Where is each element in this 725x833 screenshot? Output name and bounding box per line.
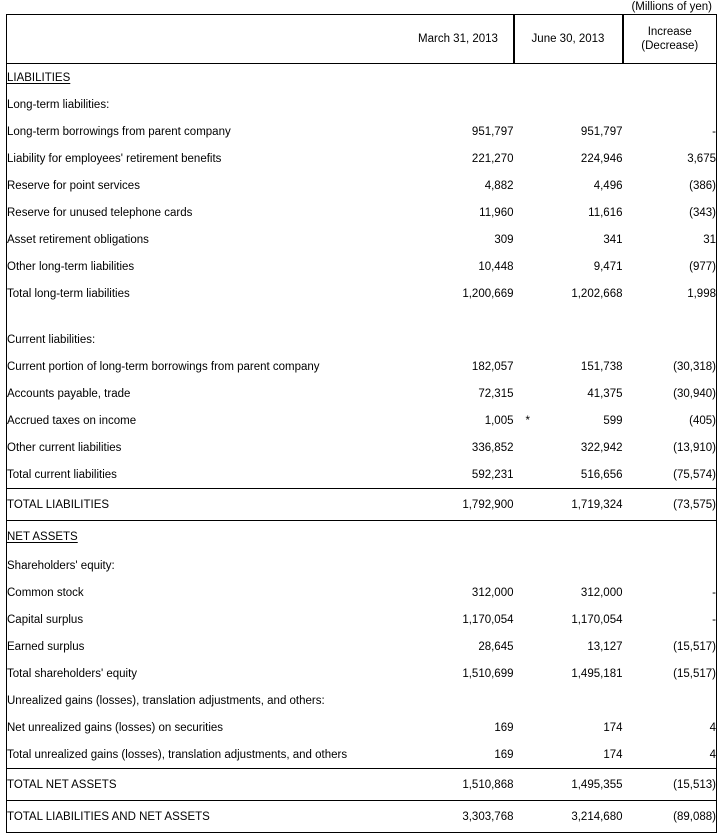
section-heading-net-assets — [7, 521, 717, 553]
row-june-number: 599 — [603, 414, 623, 427]
current-heading-march — [404, 326, 514, 353]
table-row-subtotal — [7, 461, 717, 489]
table-row-subtotal — [7, 280, 717, 307]
liabilities-heading-text: LIABILITIES — [7, 71, 71, 84]
row-june-value: 1,495,355 — [514, 769, 623, 801]
spacer-row — [7, 307, 717, 326]
long-term-heading-increase — [623, 91, 717, 118]
asterisk-marker: * — [525, 414, 530, 427]
row-march-value: 951,797 — [471, 125, 514, 138]
liabilities-heading-cell — [7, 64, 404, 92]
section-heading-liabilities — [7, 64, 717, 92]
table-row — [7, 199, 717, 226]
table-row — [7, 118, 717, 145]
row-label: TOTAL NET ASSETS — [7, 769, 404, 801]
row-june-value: 1,170,054 — [571, 613, 623, 626]
row-label: Asset retirement obligations — [7, 233, 149, 246]
net-assets-heading-cell — [7, 521, 404, 553]
shareholders-heading-june — [514, 552, 623, 579]
row-march-value: 336,852 — [471, 441, 514, 454]
row-increase-value: (75,574) — [623, 461, 717, 489]
row-label: Net unrealized gains (losses) on securities — [7, 721, 224, 734]
row-june-value: 11,616 — [588, 206, 623, 219]
row-increase-value: 1,998 — [687, 287, 716, 300]
long-term-heading-march — [404, 91, 514, 118]
row-march-value: 1,510,699 — [462, 667, 514, 680]
row-label: Reserve for point services — [7, 179, 140, 192]
subsection-heading-shareholders — [7, 552, 717, 579]
row-june-value: 9,471 — [593, 260, 623, 273]
row-june-value: 341 — [603, 233, 623, 246]
table-row — [7, 172, 717, 199]
table-row — [7, 253, 717, 280]
row-label: Accrued taxes on income — [7, 414, 137, 427]
table-row — [7, 579, 717, 606]
header-increase-line1: Increase — [647, 26, 692, 38]
table-row — [7, 434, 717, 461]
row-june-value: 322,942 — [580, 441, 623, 454]
table-row — [7, 145, 717, 172]
shareholders-heading-increase — [623, 552, 717, 579]
row-label: TOTAL LIABILITIES AND NET ASSETS — [7, 801, 404, 833]
row-march-value: 28,645 — [478, 640, 514, 653]
row-label: Total long-term liabilities — [7, 287, 130, 300]
table-row-total-net-assets — [7, 769, 717, 801]
row-label: Total unrealized gains (losses), translation adjustments, and others — [7, 741, 404, 769]
row-june-value: 4,496 — [593, 179, 623, 192]
row-label: Total current liabilities — [7, 461, 404, 489]
row-increase-value: (977) — [689, 260, 716, 273]
shareholders-heading-cell: Shareholders' equity: — [7, 559, 115, 572]
header-increase-line2: (Decrease) — [641, 40, 699, 52]
spacer-label — [7, 307, 404, 326]
row-june-value: 13,127 — [587, 640, 623, 653]
spacer-june — [514, 307, 623, 326]
row-june-value — [514, 407, 623, 434]
net-assets-heading-increase — [623, 521, 717, 553]
row-march-value: 4,882 — [484, 179, 514, 192]
header-march-cell: March 31, 2013 — [404, 15, 514, 64]
row-june-value: 174 — [603, 721, 623, 734]
row-label: Other long-term liabilities — [7, 260, 135, 273]
row-label: Total shareholders' equity — [7, 667, 138, 680]
row-march-value: 312,000 — [471, 586, 514, 599]
row-increase-value: 4 — [623, 741, 717, 769]
net-assets-heading-june — [514, 521, 623, 553]
row-increase-value: (30,940) — [673, 387, 716, 400]
row-increase-value: 4 — [709, 721, 716, 734]
row-june-value: 174 — [514, 741, 623, 769]
spacer-march — [404, 307, 514, 326]
table-row — [7, 353, 717, 380]
current-heading-increase — [623, 326, 717, 353]
row-increase-value: (343) — [689, 206, 716, 219]
row-june-value: 1,495,181 — [571, 667, 623, 680]
net-assets-heading-march — [404, 521, 514, 553]
unrealized-heading-march — [404, 687, 514, 714]
header-increase-cell — [623, 15, 717, 64]
row-label: Common stock — [7, 586, 84, 599]
table-row — [7, 407, 717, 434]
long-term-heading-cell: Long-term liabilities: — [7, 98, 110, 111]
row-label: Current portion of long-term borrowings from parent company — [7, 360, 320, 373]
row-label: Reserve for unused telephone cards — [7, 206, 193, 219]
row-june-value: 951,797 — [580, 125, 623, 138]
row-march-value: 11,960 — [479, 206, 514, 219]
row-increase-value: (405) — [689, 414, 716, 427]
unrealized-heading-june — [514, 687, 623, 714]
row-march-value: 1,792,900 — [404, 489, 514, 521]
row-increase-value: 31 — [703, 233, 716, 246]
row-june-value: 41,375 — [587, 387, 623, 400]
row-march-value: 1,510,868 — [404, 769, 514, 801]
row-june-value: 151,738 — [580, 360, 623, 373]
row-increase-value: (13,910) — [673, 441, 716, 454]
table-row — [7, 633, 717, 660]
row-label: Accounts payable, trade — [7, 387, 131, 400]
row-june-value: 1,719,324 — [514, 489, 623, 521]
row-march-value: 169 — [494, 721, 514, 734]
row-increase-value: (30,318) — [673, 360, 716, 373]
row-label: Long-term borrowings from parent company — [7, 125, 231, 138]
row-increase-value: (15,517) — [673, 667, 716, 680]
table-row — [7, 714, 717, 741]
table-row-total-liabilities — [7, 489, 717, 521]
row-march-value: 169 — [404, 741, 514, 769]
row-march-value: 182,057 — [471, 360, 514, 373]
row-june-value: 1,202,668 — [571, 287, 623, 300]
row-march-value: 1,200,669 — [462, 287, 514, 300]
current-heading-cell: Current liabilities: — [7, 333, 96, 346]
row-increase-value: (386) — [689, 179, 716, 192]
row-increase-value: (89,088) — [623, 801, 717, 833]
unrealized-heading-increase — [623, 687, 717, 714]
row-june-value: 3,214,680 — [514, 801, 623, 833]
subsection-heading-current — [7, 326, 717, 353]
row-march-value: 72,315 — [478, 387, 514, 400]
table-header-row — [7, 15, 717, 64]
subsection-heading-long-term — [7, 91, 717, 118]
liabilities-heading-march — [404, 64, 514, 92]
row-march-value: 309 — [494, 233, 514, 246]
row-increase-value: 3,675 — [687, 152, 716, 165]
net-assets-heading-text: NET ASSETS — [7, 530, 78, 543]
table-row — [7, 380, 717, 407]
table-row — [7, 226, 717, 253]
row-march-value: 3,303,768 — [404, 801, 514, 833]
table-row-grand-total — [7, 801, 717, 833]
row-increase-value: (73,575) — [623, 489, 717, 521]
liabilities-heading-june — [514, 64, 623, 92]
table-row-subtotal — [7, 660, 717, 687]
table-row — [7, 606, 717, 633]
row-increase-value: (15,517) — [673, 640, 716, 653]
spacer-increase — [623, 307, 717, 326]
row-label: TOTAL LIABILITIES — [7, 489, 404, 521]
row-march-value: 592,231 — [404, 461, 514, 489]
row-label: Capital surplus — [7, 613, 84, 626]
units-caption: (Millions of yen) — [631, 1, 712, 13]
row-march-value: 1,005 — [484, 414, 514, 427]
row-label: Other current liabilities — [7, 441, 122, 454]
liabilities-heading-increase — [623, 64, 717, 92]
row-increase-value: - — [712, 586, 716, 599]
unrealized-heading-cell: Unrealized gains (losses), translation adjustments, and others: — [7, 694, 325, 707]
header-label-cell — [7, 15, 404, 64]
current-heading-june — [514, 326, 623, 353]
row-march-value: 1,170,054 — [462, 613, 514, 626]
subsection-heading-unrealized — [7, 687, 717, 714]
row-label: Earned surplus — [7, 640, 85, 653]
row-march-value: 221,270 — [471, 152, 514, 165]
shareholders-heading-march — [404, 552, 514, 579]
long-term-heading-june — [514, 91, 623, 118]
header-june-cell: June 30, 2013 — [514, 15, 623, 64]
row-increase-value: (15,513) — [623, 769, 717, 801]
row-june-value: 312,000 — [580, 586, 623, 599]
balance-sheet-table — [6, 14, 717, 833]
row-march-value: 10,448 — [478, 260, 514, 273]
table-row-subtotal — [7, 741, 717, 769]
row-increase-value: - — [712, 125, 716, 138]
row-june-value: 224,946 — [580, 152, 623, 165]
row-increase-value: - — [712, 613, 716, 626]
row-label: Liability for employees' retirement benefits — [7, 152, 222, 165]
row-june-value: 516,656 — [514, 461, 623, 489]
